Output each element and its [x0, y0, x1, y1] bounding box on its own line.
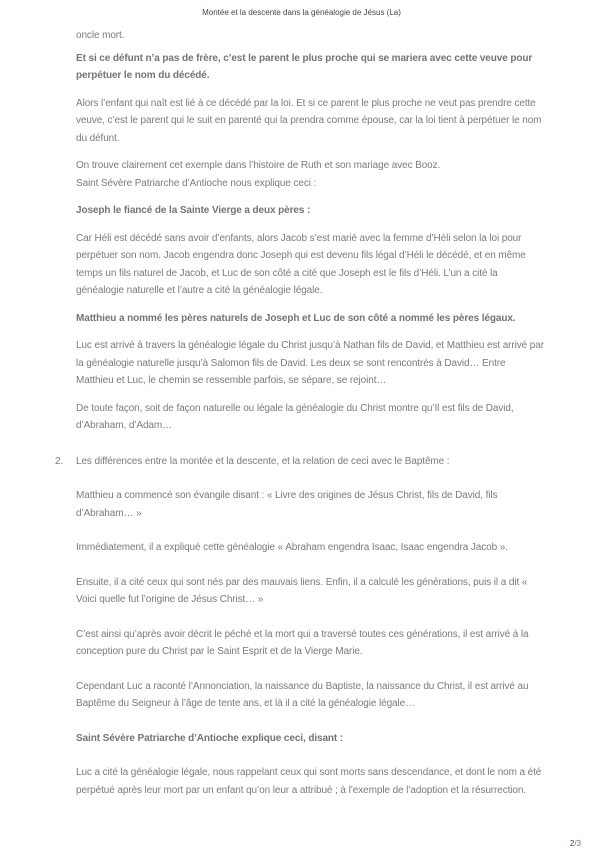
paragraph: Alors l’enfant qui naît est lié à ce décédé par la loi. Et si ce parent le plus proche ne veut pas prendre cette veuve, c’est le parent qui le suit en parenté qui la prendra comme épouse, car la loi tient à perpétuer le nom du défunt. [76, 97, 542, 144]
paragraph: Car Héli est décédé sans avoir d’enfants, alors Jacob s’est marié avec la femme d’Héli selon la loi pour perpétuer son nom. Jacob engendra donc Joseph qui est devenu fils légal d’Héli le décédé, et en même temps un fils naturel de Jacob, et Luc de son côté a cité que Joseph est le fils d’Héli. L’un a cité la généalogie naturelle et l’autre a cité la généalogie légale. [76, 232, 526, 296]
paragraph: Cependant Luc a raconté l’Annonciation, la naissance du Baptiste, la naissance du Christ, il est arrivé au Baptême du Seigneur à l’âge de tente ans, et là il a cité la généalogie légale… [76, 680, 529, 709]
list-item-body [76, 453, 544, 800]
paragraph: C’est ainsi qu’après avoir décrit le péché et la mort qui a traversé toutes ces générations, il est arrivé à la conception pure du Christ par le Saint Esprit et de la Vierge Marie. [76, 628, 529, 657]
paragraph [76, 157, 544, 192]
paragraph: Matthieu a commencé son évangile disant : « Livre des origines de Jésus Christ, fils de David, fils d’Abraham… » [76, 490, 498, 519]
paragraph: De toute façon, soit de façon naturelle ou légale la généalogie du Christ montre qu’Il est fils de David, d’Abraham, d’Adam… [76, 402, 514, 431]
paragraph-bold: Joseph le fiancé de la Sainte Vierge a deux pères : [76, 205, 311, 216]
paragraph-bold: Matthieu a nommé les pères naturels de Joseph et Luc de son côté a nommé les pères légaux. [76, 312, 516, 324]
paragraph: Immédiatement, il a expliqué cette généalogie « Abraham engendra Isaac, Isaac engendra Jacob ». [76, 542, 508, 553]
paragraph: oncle mort. [76, 30, 125, 41]
paragraph: Ensuite, il a cité ceux qui sont nés par des mauvais liens. Enfin, il a calculé les générations, puis il a dit « Voici quelle fut l’origine de Jésus Christ… » [76, 576, 528, 605]
list-item-heading: Les différences entre la montée et la descente, et la relation de ceci avec le Baptême : [76, 455, 450, 467]
running-header-title: Montée et la descente dans la généalogie de Jésus (La) [202, 8, 401, 17]
paragraph-bold: Saint Sévère Patriarche d’Antioche explique ceci, disant : [76, 732, 344, 744]
paragraph: Luc est arrivé à travers la généalogie légale du Christ jusqu’à Nathan fils de David, et Matthieu est arrivé par la généalogie naturelle jusqu’à Salomon fils de David. Les deux se sont rencontrés à David… Entre Matthieu et Luc, le chemin se ressemble parfois, se sépare, se rejoint… [76, 340, 544, 386]
paragraph: Luc a cité la généalogie légale, nous rappelant ceux qui sont morts sans descendance, et dont le nom a été perpétué après leur mort par un enfant qu’on leur a attribué ; à l’exemple de l’adoption et la résurrection. [76, 767, 542, 796]
paragraph-line: Saint Sévère Patriarche d’Antioche nous explique ceci : [76, 177, 317, 189]
paragraph-bold: Et si ce défunt n’a pas de frère, c’est le parent le plus proche qui se mariera avec cette veuve pour perpétuer le nom du décédé. [76, 52, 533, 81]
page-number-indicator [570, 839, 581, 848]
page-number-total: /3 [574, 839, 581, 848]
list-item-number: 2. [55, 455, 64, 467]
document-content [55, 27, 544, 816]
list-item-2 [55, 453, 544, 800]
page-number-current: 2 [569, 839, 575, 848]
paragraph-line: On trouve clairement cet exemple dans l’histoire de Ruth et son mariage avec Booz. [76, 160, 441, 171]
